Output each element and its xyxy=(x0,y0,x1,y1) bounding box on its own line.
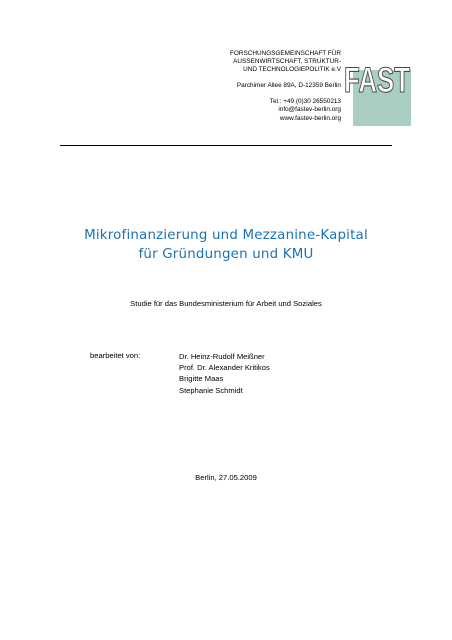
org-name-line-2: AUSSENWIRTSCHAFT, STRUKTUR- xyxy=(233,58,341,66)
author-name: Stephanie Schmidt xyxy=(179,385,243,395)
author-name: Prof. Dr. Alexander Kritikos xyxy=(179,363,270,373)
edited-by-label: bearbeitet von: xyxy=(90,351,141,360)
header-divider xyxy=(60,145,392,146)
org-email: info@fastev-berlin.org xyxy=(278,106,341,114)
title-line-1: Mikrofinanzierung und Mezzanine-Kapital xyxy=(84,228,368,243)
place-date: Berlin, 27.05.2009 xyxy=(195,473,257,482)
org-name-line-3: UND TECHNOLOGIEPOLITIK e.V xyxy=(243,66,341,74)
study-note: Studie für das Bundesministerium für Arbeit und Soziales xyxy=(130,299,322,308)
title-line-2: für Gründungen und KMU xyxy=(138,247,314,262)
author-name: Dr. Heinz-Rudolf Meißner xyxy=(179,352,265,361)
organization-block xyxy=(171,50,341,123)
fast-logo xyxy=(343,48,411,126)
document-title xyxy=(20,226,432,264)
logo-text: FAST xyxy=(344,61,410,100)
org-address: Parchimer Allee 89A, D-12359 Berlin xyxy=(236,82,341,90)
org-name-line-1: FORSCHUNGSGEMEINSCHAFT FÜR xyxy=(229,50,341,57)
org-phone: Tel.: +49 (0)30 26550213 xyxy=(269,98,341,106)
author-name: Brigitte Maas xyxy=(179,374,224,384)
org-website: www.fastev-berlin.org xyxy=(279,114,341,122)
author-list xyxy=(179,351,270,396)
